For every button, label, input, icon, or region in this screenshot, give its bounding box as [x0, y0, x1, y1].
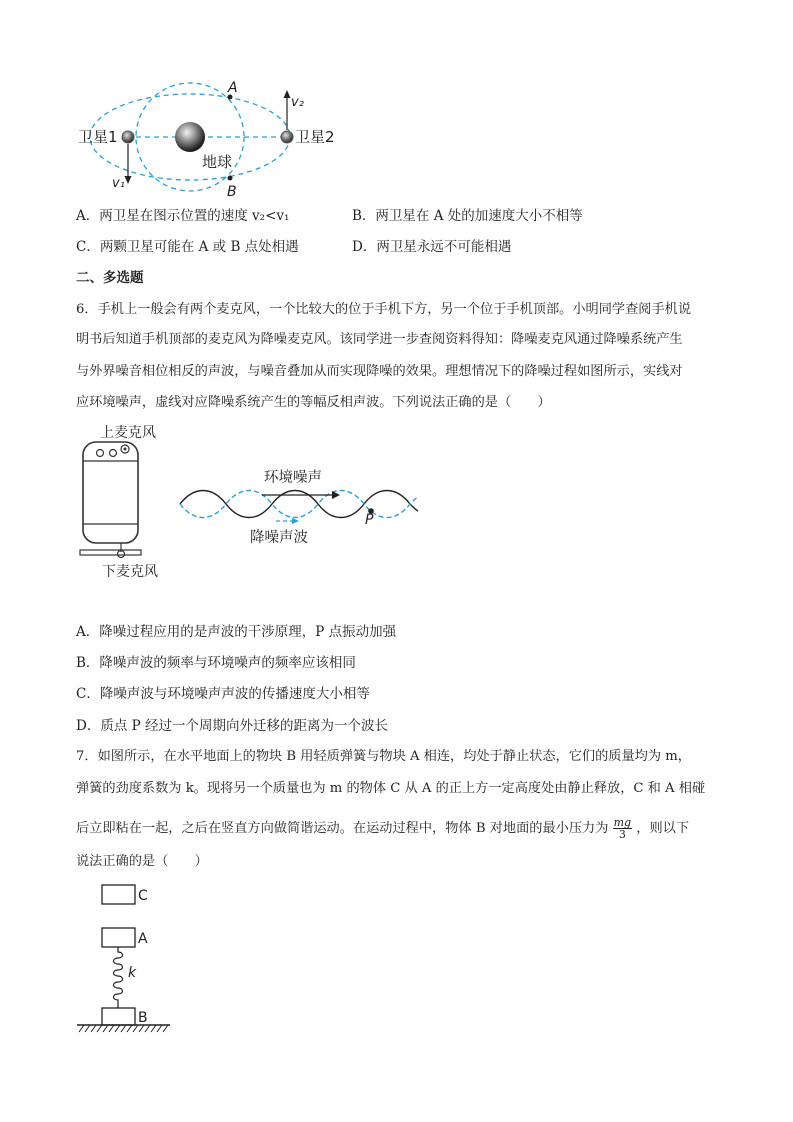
earth-sphere [175, 122, 205, 152]
block-b-label: B [138, 1010, 148, 1026]
q7-line-4: 说法正确的是（ ） [76, 854, 208, 869]
q6-line-3: 与外界噪音相位相反的声波，与噪音叠加从而实现降噪的效果。理想情况下的降噪过程如图所示，实线对 [76, 364, 683, 379]
top-mic-label: 上麦克风 [100, 425, 156, 441]
spring-k-label: k [128, 965, 137, 981]
sat2-label: 卫星2 [295, 128, 335, 146]
point-p-label: P [365, 512, 374, 528]
ground-hatching [79, 1025, 168, 1032]
point-a-label: A [228, 80, 238, 96]
min-pressure-fraction [613, 817, 632, 840]
q6-line-4: 应环境噪声，虚线对应降噪系统产生的等幅反相声波。下列说法正确的是（ ） [76, 395, 551, 410]
q6-option-c: C．降噪声波与环境噪声声波的传播速度大小相等 [76, 686, 370, 702]
fraction-denominator: 3 [618, 828, 626, 841]
block-c-label: C [138, 888, 148, 904]
v1-label: v₁ [112, 176, 125, 191]
block-a-label: A [138, 931, 148, 947]
q5-option-c: C．两颗卫星可能在 A 或 B 点处相遇 [76, 239, 299, 255]
bottom-mic-label: 下麦克风 [102, 564, 158, 580]
spring-figure [72, 880, 182, 1040]
sat1-label: 卫星1 [78, 128, 118, 146]
phone-body [83, 442, 138, 543]
q6-line-1: 6．手机上一般会有两个麦克风，一个比较大的位于手机下方，另一个位于手机顶部。小明同学查阅手机说 [76, 302, 692, 317]
q5-option-b: B．两卫星在 A 处的加速度大小不相等 [352, 208, 583, 224]
block-a [102, 928, 135, 947]
q7-line-3 [76, 815, 689, 843]
env-noise-label: 环境噪声 [264, 470, 322, 486]
q6-option-a: A．降噪过程应用的是声波的干涉原理，P 点振动加强 [76, 624, 397, 640]
q7-line-3-tail: ，则以下 [636, 821, 690, 836]
block-c [102, 885, 135, 904]
q5-option-a: A．两卫星在图示位置的速度 v₂<v₁ [76, 208, 290, 224]
point-b-dot [228, 176, 233, 181]
satellite-1-dot [122, 131, 134, 143]
fraction-numerator: mg [613, 816, 632, 829]
q7-line-1: 7．如图所示，在水平地面上的物块 B 用轻质弹簧与物块 A 相连，均处于静止状态，它们的质量均为 m， [76, 749, 691, 764]
spring-coil [114, 947, 123, 1008]
q7-line-2: 弹簧的劲度系数为 k。现将另一个质量也为 m 的物体 C 从 A 的正上方一定高度处由静止释放，C 和 A 相碰 [76, 781, 706, 796]
q7-line-3-text: 后立即粘在一起，之后在竖直方向做简谐运动。在运动过程中，物体 B 对地面的最小压力为 [76, 821, 609, 836]
q6-option-d: D．质点 P 经过一个周期向外迁移的距离为一个波长 [76, 718, 388, 734]
orbit-figure [70, 76, 360, 200]
q6-line-2: 明书后知道手机顶部的麦克风为降噪麦克风。该同学进一步查阅资料得知：降噪麦克风通过降噪系统产生 [76, 332, 683, 347]
section-title: 二、多选题 [76, 270, 144, 286]
satellite-2-dot [281, 131, 293, 143]
earth-label: 地球 [202, 153, 233, 171]
q6-option-b: B．降噪声波的频率与环境噪声的频率应该相同 [76, 655, 356, 671]
point-b-label: B [227, 184, 237, 200]
anti-noise-label: 降噪声波 [250, 530, 308, 546]
top-mic-hole [97, 450, 104, 457]
table-base [80, 550, 141, 555]
q5-option-d: D．两卫星永远不可能相遇 [352, 239, 512, 255]
v2-label: v₂ [291, 95, 304, 110]
block-b [102, 1008, 135, 1025]
noise-figure [70, 424, 430, 584]
